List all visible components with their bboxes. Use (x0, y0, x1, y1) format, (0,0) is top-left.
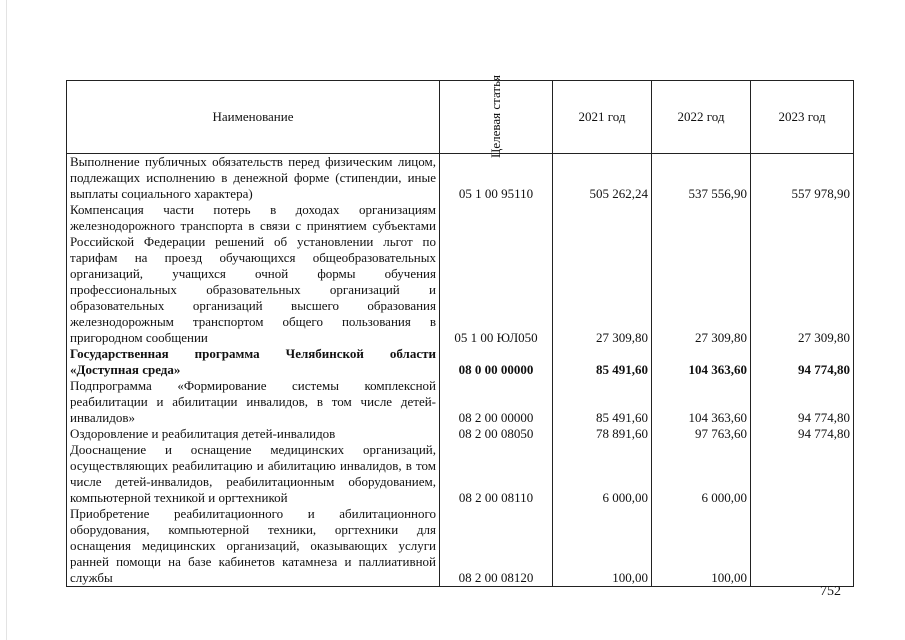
row-value-2022: 6 000,00 (652, 442, 751, 506)
table-row (67, 442, 854, 506)
row-name: Приобретение реабилитационного и абилитационного оборудования, компьютерной техники, оргтехники для оснащения медицинских организаций, оказывающих услуги ранней помощи на базе кабинетов катамнеза и паллиативной службы (67, 506, 440, 587)
row-value-2023 (751, 442, 854, 506)
row-value-2023: 94 774,80 (751, 346, 854, 378)
row-value-2023: 94 774,80 (751, 378, 854, 426)
row-value-2021: 85 491,60 (553, 346, 652, 378)
page-number: 752 (820, 584, 841, 599)
row-name: Оздоровление и реабилитация детей-инвалидов (67, 426, 440, 442)
page-margin-line (6, 0, 7, 640)
table-row (67, 202, 854, 346)
row-value-2021: 78 891,60 (553, 426, 652, 442)
row-value-2023 (751, 506, 854, 587)
row-name: Дооснащение и оснащение медицинских организаций, осуществляющих реабилитацию и абилитацию инвалидов, в том числе детей-инвалидов, реабилитационным оборудованием, компьютерной техникой и оргтехникой (67, 442, 440, 506)
row-value-2021: 100,00 (553, 506, 652, 587)
table-row (67, 346, 854, 378)
header-code-vertical-label: Целевая статья (488, 74, 504, 159)
row-value-2022: 100,00 (652, 506, 751, 587)
row-code: 05 1 00 ЮЛ050 (440, 202, 553, 346)
table-row (67, 154, 854, 203)
header-2023: 2023 год (751, 81, 854, 154)
row-name: Выполнение публичных обязательств перед физическим лицом, подлежащих исполнению в денежной форме (стипендии, иные выплаты социального характера) (67, 154, 440, 203)
row-value-2022: 104 363,60 (652, 346, 751, 378)
row-value-2022: 27 309,80 (652, 202, 751, 346)
table-header-row (67, 81, 854, 154)
row-value-2023: 27 309,80 (751, 202, 854, 346)
row-value-2021: 505 262,24 (553, 154, 652, 203)
row-name: Государственная программа Челябинской области «Доступная среда» (67, 346, 440, 378)
row-value-2022: 537 556,90 (652, 154, 751, 203)
header-code (440, 74, 553, 159)
row-value-2021: 6 000,00 (553, 442, 652, 506)
table-row (67, 378, 854, 426)
row-code: 08 2 00 00000 (440, 378, 553, 426)
row-code: 08 2 00 08050 (440, 426, 553, 442)
table-row (67, 506, 854, 587)
row-value-2022: 104 363,60 (652, 378, 751, 426)
row-value-2023: 557 978,90 (751, 154, 854, 203)
row-code: 05 1 00 95110 (440, 154, 553, 203)
header-name: Наименование (67, 81, 440, 154)
row-code: 08 2 00 08120 (440, 506, 553, 587)
row-value-2021: 27 309,80 (553, 202, 652, 346)
row-code: 08 2 00 08110 (440, 442, 553, 506)
budget-table (66, 74, 854, 587)
header-2021: 2021 год (553, 81, 652, 154)
row-name: Компенсация части потерь в доходах организациям железнодорожного транспорта в связи с принятием субъектами Российской Федерации решений об установлении льгот по тарифам на проезд обучающихся общеобразовательных организаций, учащихся очной формы обучения профессиональных образовательных организаций и образовательных организаций высшего образования железнодорожным транспортом общего пользования в пригородном сообщении (67, 202, 440, 346)
row-name: Подпрограмма «Формирование системы комплексной реабилитации и абилитации инвалидов, в том числе детей-инвалидов» (67, 378, 440, 426)
row-code: 08 0 00 00000 (440, 346, 553, 378)
table-row (67, 426, 854, 442)
row-value-2022: 97 763,60 (652, 426, 751, 442)
header-2022: 2022 год (652, 81, 751, 154)
row-value-2021: 85 491,60 (553, 378, 652, 426)
budget-table-container (66, 74, 853, 585)
row-value-2023: 94 774,80 (751, 426, 854, 442)
